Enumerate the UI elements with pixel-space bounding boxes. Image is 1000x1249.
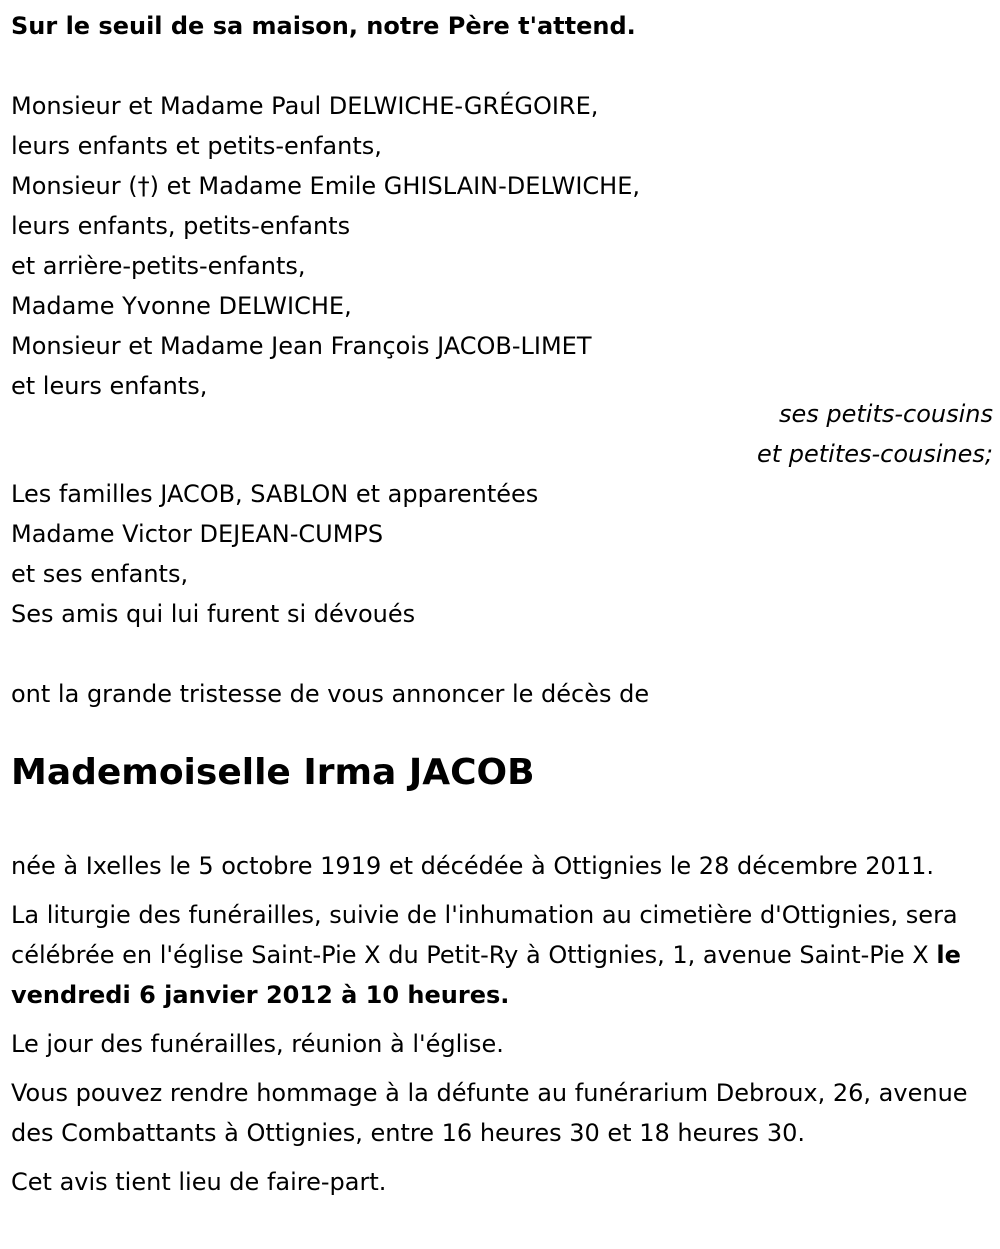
meeting-info: Le jour des funérailles, réunion à l'église. (11, 1030, 504, 1058)
relation-line: ses petits-cousins (778, 400, 993, 428)
funeral-date: le vendredi 6 janvier 2012 à 10 heures. (11, 941, 961, 1009)
death-notice (11, 0, 993, 1202)
homage-info: Vous pouvez rendre hommage à la défunte au funérarium Debroux, 26, avenue des Combattants à Ottignies, entre 16 heures 30 et 18 heures 30. (11, 1079, 968, 1147)
family-line: et leurs enfants, (11, 372, 208, 400)
epigraph: Sur le seuil de sa maison, notre Père t'attend. (11, 12, 636, 40)
funeral-info (11, 895, 993, 1015)
family-line: Monsieur et Madame Paul DELWICHE-GRÉGOIRE, (11, 92, 599, 120)
family-list-secondary (11, 474, 993, 634)
family-line: leurs enfants, petits-enfants (11, 212, 351, 240)
family-line: Madame Victor DEJEAN-CUMPS (11, 520, 384, 548)
family-line: Monsieur (†) et Madame Emile GHISLAIN-DELWICHE, (11, 172, 641, 200)
family-line: et arrière-petits-enfants, (11, 252, 306, 280)
announcement: ont la grande tristesse de vous annoncer le décès de (11, 680, 650, 708)
family-line: et ses enfants, (11, 560, 189, 588)
family-line: Madame Yvonne DELWICHE, (11, 292, 352, 320)
family-line: Monsieur et Madame Jean François JACOB-LIMET (11, 332, 592, 360)
family-line: Les familles JACOB, SABLON et apparentées (11, 480, 539, 508)
deceased-name: Mademoiselle Irma JACOB (11, 752, 535, 793)
family-list-primary (11, 86, 993, 406)
relation-block (11, 394, 993, 474)
family-line: Ses amis qui lui furent si dévoués (11, 600, 416, 628)
funeral-text: La liturgie des funérailles, suivie de l'inhumation au cimetière d'Ottignies, sera célébrée en l'église Saint-Pie X du Petit-Ry à Ottignies, 1, avenue Saint-Pie X (11, 901, 958, 969)
relation-line: et petites-cousines; (756, 440, 993, 468)
birth-death-info: née à Ixelles le 5 octobre 1919 et décédée à Ottignies le 28 décembre 2011. (11, 852, 934, 880)
family-line: leurs enfants et petits-enfants, (11, 132, 382, 160)
closing-note: Cet avis tient lieu de faire-part. (11, 1168, 387, 1196)
